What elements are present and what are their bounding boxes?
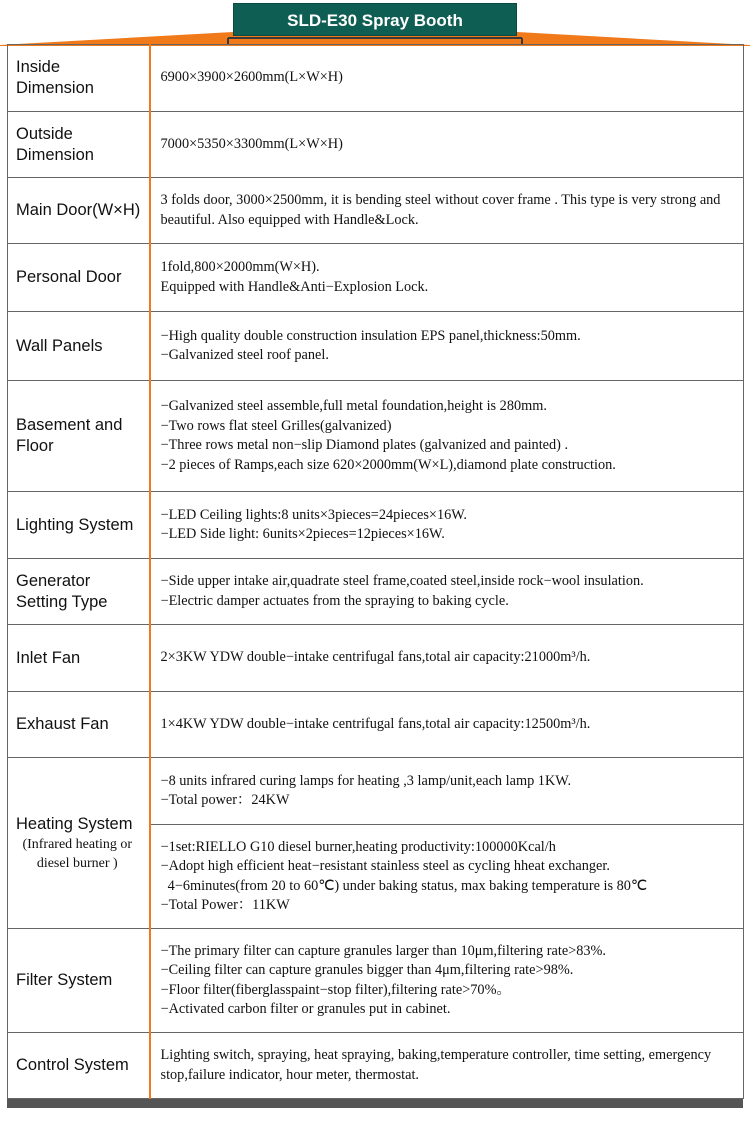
value-line: −Two rows flat steel Grilles(galvanized)	[160, 417, 392, 434]
row-value	[150, 244, 744, 312]
heating-sub-label: (Infrared heating or diesel burner )	[22, 836, 133, 871]
value-line: −High quality double construction insulation EPS panel,thickness:50mm.	[160, 327, 581, 344]
row-value	[150, 492, 744, 559]
table-row	[8, 625, 744, 692]
row-label: Lighting System	[8, 492, 150, 559]
table-row	[8, 1033, 744, 1099]
table-row	[8, 692, 744, 758]
row-label: Control System	[8, 1033, 150, 1099]
row-value	[150, 45, 744, 112]
row-label: Filter System	[8, 929, 150, 1033]
value-line: −Ceiling filter can capture granules bigger than 4μm,filtering rate>98%.	[160, 962, 574, 978]
value-line: −Floor filter(fiberglasspaint−stop filter),filtering rate>70%。	[160, 981, 511, 998]
row-label: Personal Door	[8, 244, 150, 312]
value-line: −LED Side light: 6units×2pieces=12pieces×16W.	[160, 526, 445, 542]
page-title: SLD-E30 Spray Booth	[233, 3, 517, 36]
table-row	[8, 929, 744, 1033]
row-label: Main Door(W×H)	[8, 178, 150, 244]
row-label: Exhaust Fan	[8, 692, 150, 758]
value-line: −Electric damper actuates from the spraying to baking cycle.	[160, 592, 509, 609]
table-row	[8, 244, 744, 312]
value-line: −2 pieces of Ramps,each size 620×2000mm(W×L),diamond plate construction.	[160, 456, 616, 473]
value-line: −Galvanized steel roof panel.	[160, 347, 329, 363]
value-line: −Adopt high efficient heat−resistant stainless steel as cycling hheat exchanger.	[160, 858, 610, 874]
row-value	[150, 178, 744, 244]
row-value	[150, 381, 744, 492]
value-line: Equipped with Handle&Anti−Explosion Lock.	[160, 278, 429, 295]
value-line: 3 folds door, 3000×2500mm, it is bending steel without cover frame . This type is very strong and beautiful. Also equipped with Handle&Lock.	[160, 192, 721, 228]
table-row	[8, 492, 744, 559]
heating-label-cell	[8, 758, 150, 929]
row-label: Basement and Floor	[8, 381, 150, 492]
table-row	[8, 178, 744, 244]
row-label: Generator Setting Type	[8, 559, 150, 625]
value-line: −LED Ceiling lights:8 units×3pieces=24pieces×16W.	[160, 506, 468, 523]
table-row	[8, 381, 744, 492]
row-value	[150, 692, 744, 758]
row-value	[150, 312, 744, 381]
table-row	[8, 312, 744, 381]
value-line: 4−6minutes(from 20 to 60℃) under baking status, max baking temperature is 80℃	[160, 877, 647, 894]
row-label: Inside Dimension	[8, 45, 150, 112]
table-row	[8, 559, 744, 625]
row-label: Wall Panels	[8, 312, 150, 381]
row-value	[150, 112, 744, 178]
value-line: −Side upper intake air,quadrate steel frame,coated steel,inside rock−wool insulation.	[160, 573, 644, 589]
table-row	[8, 112, 744, 178]
table-row	[8, 45, 744, 112]
value-line: 1×4KW YDW double−intake centrifugal fans,total air capacity:12500m³/h.	[160, 715, 591, 732]
table-row-heating	[8, 758, 744, 825]
row-label: Heating System	[16, 814, 133, 833]
value-line: −Three rows metal non−slip Diamond plates (galvanized and painted) .	[160, 437, 569, 453]
value-line: 6900×3900×2600mm(L×W×H)	[160, 69, 343, 86]
row-value	[150, 758, 744, 825]
value-line: −The primary filter can capture granules larger than 10μm,filtering rate>83%.	[160, 942, 607, 959]
value-line: −Total Power：11KW	[160, 897, 290, 913]
spec-table	[7, 44, 744, 1099]
row-label: Inlet Fan	[8, 625, 150, 692]
row-value	[150, 929, 744, 1033]
footer-bar	[7, 1099, 743, 1108]
row-value	[150, 825, 744, 929]
value-line: −8 units infrared curing lamps for heating ,3 lamp/unit,each lamp 1KW.	[160, 772, 572, 789]
value-line: −Galvanized steel assemble,full metal foundation,height is 280mm.	[160, 398, 547, 414]
value-line: −Total power：24KW	[160, 792, 290, 808]
value-line: −Activated carbon filter or granules put in cabinet.	[160, 1001, 451, 1017]
value-line: Lighting switch, spraying, heat spraying, baking,temperature controller, time setting, emergency stop,failure indicator, hour meter, thermostat.	[160, 1047, 712, 1083]
value-line: −1set:RIELLO G10 diesel burner,heating productivity:100000Kcal/h	[160, 838, 556, 855]
value-line: 1fold,800×2000mm(W×H).	[160, 259, 320, 275]
row-value	[150, 1033, 744, 1099]
row-value	[150, 559, 744, 625]
value-line: 2×3KW YDW double−intake centrifugal fans,total air capacity:21000m³/h.	[160, 649, 591, 666]
row-label: Outside Dimension	[8, 112, 150, 178]
row-value	[150, 625, 744, 692]
value-line: 7000×5350×3300mm(L×W×H)	[160, 135, 343, 152]
